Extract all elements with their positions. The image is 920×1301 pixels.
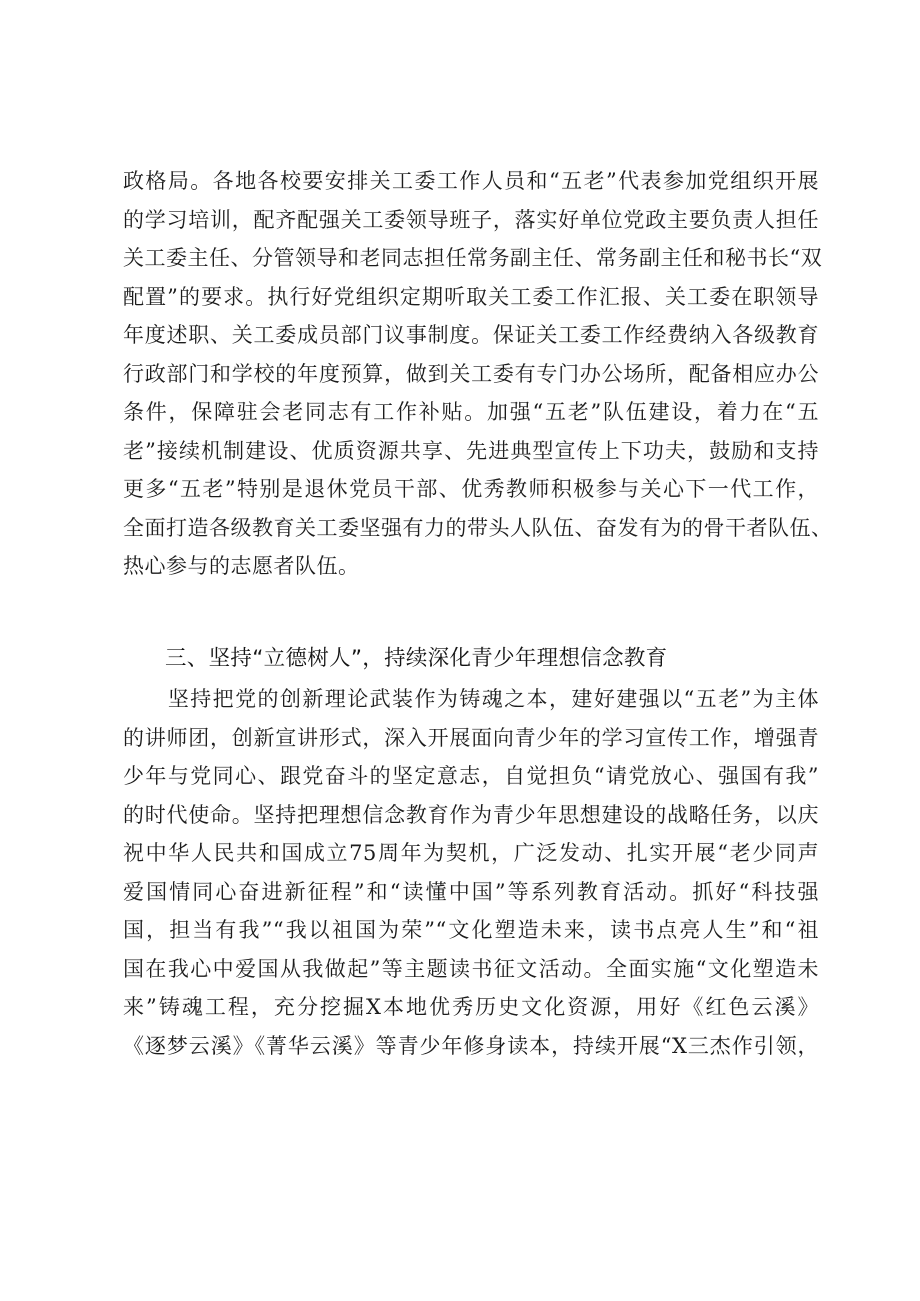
paragraph-line: 老”接续机制建设、优质资源共享、先进典型宣传上下功夫，鼓励和支持 [123,438,819,463]
paragraph-line: 国在我心中爱国从我做起”等主题读书征文活动。全面实施“文化塑造未 [123,956,819,981]
paragraph-line: 年度述职、关工委成员部门议事制度。保证关工委工作经费纳入各级教育 [123,323,819,347]
paragraph-line: 的讲师团，创新宣讲形式，深入开展面向青少年的学习宣传工作，增强青 [123,725,819,750]
paragraph-line: 来”铸魂工程，充分挖掘X本地优秀历史文化资源，用好《红色云溪》 [123,995,819,1019]
paragraph-line: 行政部门和学校的年度预算，做到关工委有专门办公场所，配备相应办公 [123,361,819,386]
paragraph-line: 全面打造各级教育关工委坚强有力的带头人队伍、奋发有为的骨干者队伍、 [123,515,833,540]
body-paragraph-2 [123,680,819,1065]
paragraph-line: 少年与党同心、跟党奋斗的坚定意志，自觉担负“请党放心、强国有我” [123,764,819,788]
paragraph-line: 条件，保障驻会老同志有工作补贴。加强“五老”队伍建设，着力在“五 [123,400,819,424]
paragraph-line: 政格局。各地各校要安排关工委工作人员和“五老”代表参加党组织开展 [123,169,819,193]
paragraph-line: 的学习培训，配齐配强关工委领导班子，落实好单位党政主要负责人担任 [123,207,819,232]
paragraph-line: 爱国情同心奋进新征程”和“读懂中国”等系列教育活动。抓好“科技强 [123,879,819,904]
paragraph-line: 配置”的要求。执行好党组织定期听取关工委工作汇报、关工委在职领导 [123,284,819,309]
paragraph-line: 的时代使命。坚持把理想信念教育作为青少年思想建设的战略任务，以庆 [123,802,819,827]
paragraph-line: 更多“五老”特别是退休党员干部、优秀教师积极参与关心下一代工作， [123,477,819,501]
paragraph-line: 坚持把党的创新理论武装作为铸魂之本，建好建强以“五老”为主体 [123,687,819,711]
paragraph-line: 祝中华人民共和国成立75周年为契机，广泛发动、扎实开展“老少同声 [123,841,819,865]
paragraph-line: 《逐梦云溪》《菁华云溪》等青少年修身读本，持续开展“X三杰作引领， [123,1033,819,1058]
section-heading: 三、坚持“立德树人”，持续深化青少年理想信念教育 [165,646,668,671]
paragraph-line: 关工委主任、分管领导和老同志担任常务副主任、常务副主任和秘书长“双 [123,246,823,270]
paragraph-line: 国，担当有我”“我以祖国为荣”“文化塑造未来，读书点亮人生”和“祖 [123,918,819,942]
paragraph-line: 热心参与的志愿者队伍。 [123,554,360,578]
body-paragraph-1 [123,162,833,586]
